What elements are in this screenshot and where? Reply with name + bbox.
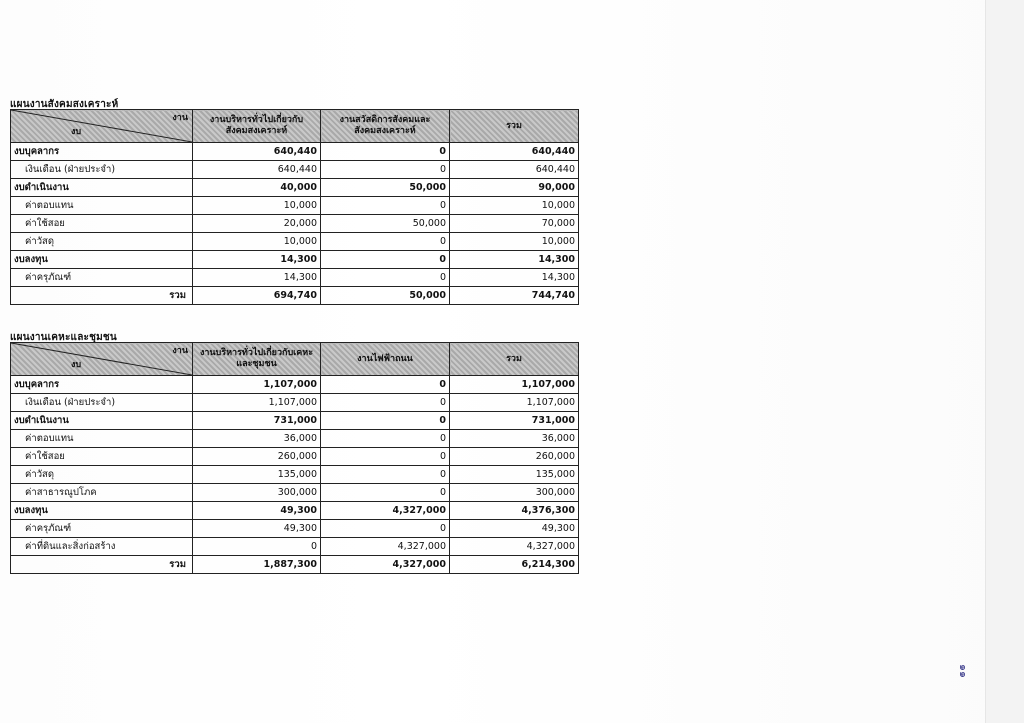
table-row bbox=[11, 269, 579, 287]
table-row bbox=[11, 376, 579, 394]
cell-value: 50,000 bbox=[321, 179, 450, 197]
row-label: งบลงทุน bbox=[11, 251, 193, 269]
cell-value: 49,300 bbox=[193, 520, 321, 538]
cell-value: 0 bbox=[321, 394, 450, 412]
row-label: งบบุคลากร bbox=[11, 143, 193, 161]
cell-value: 0 bbox=[193, 538, 321, 556]
header-corner-work: งาน bbox=[172, 346, 188, 356]
total-value: 1,887,300 bbox=[193, 556, 321, 574]
total-value: 4,327,000 bbox=[321, 556, 450, 574]
table-row bbox=[11, 466, 579, 484]
table-row bbox=[11, 430, 579, 448]
cell-value: 90,000 bbox=[450, 179, 579, 197]
cell-value: 640,440 bbox=[193, 143, 321, 161]
cell-value: 20,000 bbox=[193, 215, 321, 233]
column-header: งานบริหารทั่วไปเกี่ยวกับสังคมสงเคราะห์ bbox=[193, 110, 321, 143]
cell-value: 0 bbox=[321, 412, 450, 430]
cell-value: 14,300 bbox=[450, 251, 579, 269]
section-title-social-welfare: แผนงานสังคมสงเคราะห์ bbox=[10, 99, 119, 110]
cell-value: 0 bbox=[321, 376, 450, 394]
row-label: เงินเดือน (ฝ่ายประจำ) bbox=[11, 394, 193, 412]
cell-value: 0 bbox=[321, 484, 450, 502]
cell-value: 10,000 bbox=[193, 233, 321, 251]
budget-table-housing-community bbox=[10, 342, 579, 574]
page-number: ๑๑ bbox=[956, 664, 970, 678]
total-label: รวม bbox=[11, 287, 193, 305]
table-row bbox=[11, 161, 579, 179]
cell-value: 36,000 bbox=[450, 430, 579, 448]
table-header-row bbox=[11, 343, 579, 376]
cell-value: 14,300 bbox=[193, 251, 321, 269]
row-label: ค่าตอบแทน bbox=[11, 430, 193, 448]
row-label: งบลงทุน bbox=[11, 502, 193, 520]
row-label: ค่าที่ดินและสิ่งก่อสร้าง bbox=[11, 538, 193, 556]
cell-value: 49,300 bbox=[193, 502, 321, 520]
header-corner bbox=[11, 343, 193, 376]
table-row bbox=[11, 394, 579, 412]
column-header: รวม bbox=[450, 343, 579, 376]
cell-value: 640,440 bbox=[450, 143, 579, 161]
row-label: งบดำเนินงาน bbox=[11, 412, 193, 430]
row-label: งบบุคลากร bbox=[11, 376, 193, 394]
cell-value: 640,440 bbox=[193, 161, 321, 179]
cell-value: 4,327,000 bbox=[321, 538, 450, 556]
cell-value: 135,000 bbox=[193, 466, 321, 484]
row-label: ค่าใช้สอย bbox=[11, 215, 193, 233]
cell-value: 0 bbox=[321, 161, 450, 179]
cell-value: 0 bbox=[321, 233, 450, 251]
cell-value: 10,000 bbox=[193, 197, 321, 215]
table-row bbox=[11, 412, 579, 430]
row-label: ค่าตอบแทน bbox=[11, 197, 193, 215]
cell-value: 260,000 bbox=[193, 448, 321, 466]
column-header: งานสวัสดิการสังคมและสังคมสงเคราะห์ bbox=[321, 110, 450, 143]
cell-value: 260,000 bbox=[450, 448, 579, 466]
cell-value: 1,107,000 bbox=[193, 394, 321, 412]
row-label: ค่าใช้สอย bbox=[11, 448, 193, 466]
header-corner bbox=[11, 110, 193, 143]
cell-value: 40,000 bbox=[193, 179, 321, 197]
cell-value: 1,107,000 bbox=[193, 376, 321, 394]
table-row bbox=[11, 502, 579, 520]
cell-value: 0 bbox=[321, 269, 450, 287]
row-label: ค่าครุภัณฑ์ bbox=[11, 520, 193, 538]
total-label: รวม bbox=[11, 556, 193, 574]
total-value: 744,740 bbox=[450, 287, 579, 305]
cell-value: 731,000 bbox=[450, 412, 579, 430]
section-title-housing-community: แผนงานเคหะและชุมชน bbox=[10, 332, 117, 343]
diagonal-divider bbox=[11, 110, 192, 142]
cell-value: 0 bbox=[321, 251, 450, 269]
cell-value: 49,300 bbox=[450, 520, 579, 538]
cell-value: 300,000 bbox=[193, 484, 321, 502]
cell-value: 50,000 bbox=[321, 215, 450, 233]
table-row bbox=[11, 484, 579, 502]
cell-value: 0 bbox=[321, 448, 450, 466]
table-row bbox=[11, 197, 579, 215]
header-corner-work: งาน bbox=[172, 113, 188, 123]
cell-value: 1,107,000 bbox=[450, 376, 579, 394]
table-row bbox=[11, 179, 579, 197]
cell-value: 300,000 bbox=[450, 484, 579, 502]
column-header: รวม bbox=[450, 110, 579, 143]
table-row bbox=[11, 520, 579, 538]
total-value: 50,000 bbox=[321, 287, 450, 305]
cell-value: 0 bbox=[321, 430, 450, 448]
column-header: งานบริหารทั่วไปเกี่ยวกับเคหะและชุมชน bbox=[193, 343, 321, 376]
cell-value: 0 bbox=[321, 143, 450, 161]
row-label: ค่าสาธารณูปโภค bbox=[11, 484, 193, 502]
cell-value: 70,000 bbox=[450, 215, 579, 233]
table-row bbox=[11, 448, 579, 466]
row-label: ค่าวัสดุ bbox=[11, 233, 193, 251]
row-label: งบดำเนินงาน bbox=[11, 179, 193, 197]
total-row bbox=[11, 287, 579, 305]
table-row bbox=[11, 215, 579, 233]
cell-value: 4,376,300 bbox=[450, 502, 579, 520]
cell-value: 640,440 bbox=[450, 161, 579, 179]
total-value: 6,214,300 bbox=[450, 556, 579, 574]
cell-value: 135,000 bbox=[450, 466, 579, 484]
row-label: ค่าครุภัณฑ์ bbox=[11, 269, 193, 287]
table-row bbox=[11, 251, 579, 269]
header-corner-budget: งบ bbox=[71, 360, 82, 370]
table-row bbox=[11, 233, 579, 251]
budget-table-social-welfare bbox=[10, 109, 579, 305]
cell-value: 731,000 bbox=[193, 412, 321, 430]
cell-value: 0 bbox=[321, 520, 450, 538]
column-header: งานไฟฟ้าถนน bbox=[321, 343, 450, 376]
total-value: 694,740 bbox=[193, 287, 321, 305]
table-header-row bbox=[11, 110, 579, 143]
cell-value: 0 bbox=[321, 466, 450, 484]
row-label: เงินเดือน (ฝ่ายประจำ) bbox=[11, 161, 193, 179]
diagonal-divider bbox=[11, 343, 192, 375]
scan-edge bbox=[985, 0, 1024, 723]
cell-value: 1,107,000 bbox=[450, 394, 579, 412]
cell-value: 4,327,000 bbox=[321, 502, 450, 520]
cell-value: 4,327,000 bbox=[450, 538, 579, 556]
cell-value: 14,300 bbox=[193, 269, 321, 287]
cell-value: 14,300 bbox=[450, 269, 579, 287]
cell-value: 36,000 bbox=[193, 430, 321, 448]
header-corner-budget: งบ bbox=[71, 127, 82, 137]
table-row bbox=[11, 143, 579, 161]
table-row bbox=[11, 538, 579, 556]
row-label: ค่าวัสดุ bbox=[11, 466, 193, 484]
cell-value: 10,000 bbox=[450, 233, 579, 251]
cell-value: 10,000 bbox=[450, 197, 579, 215]
cell-value: 0 bbox=[321, 197, 450, 215]
total-row bbox=[11, 556, 579, 574]
